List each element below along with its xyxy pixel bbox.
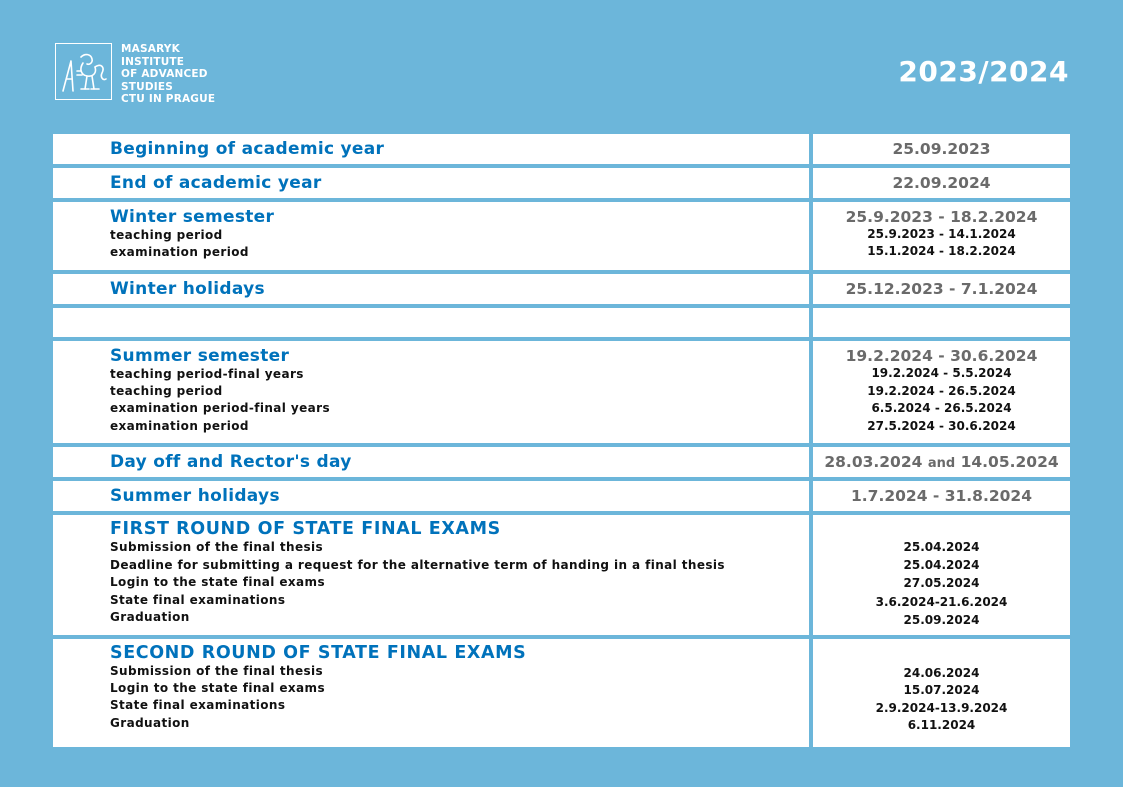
item-date: 3.6.2024-21.6.2024 [875,594,1008,609]
date-first: 28.03.2024 [824,453,923,471]
row-winter-holidays [53,274,1070,304]
item-label: Graduation [110,610,190,624]
item-label: State final examinations [110,592,286,607]
row-title: End of academic year [110,173,322,193]
ctu-lion-icon [55,43,112,100]
row-first-round [53,515,1070,635]
item-date: 6.11.2024 [907,718,976,733]
row-title: SECOND ROUND OF STATE FINAL EXAMS [110,643,527,663]
item-date: 24.06.2024 [903,666,980,680]
logo-line: STUDIES [121,80,174,93]
row-winter-semester [53,202,1070,270]
item-date: 15.1.2024 - 18.2.2024 [867,244,1016,258]
row-date: 25.09.2023 [892,140,991,158]
row-title: Winter semester [110,207,275,227]
row-title: FIRST ROUND OF STATE FINAL EXAMS [110,519,501,539]
row-empty [53,308,1070,337]
item-label: examination period [110,418,249,433]
row-day-off [53,447,1070,477]
logo-line: INSTITUTE [121,55,185,68]
item-date: 25.09.2024 [903,612,980,627]
item-date: 15.07.2024 [903,683,980,698]
item-date: 27.5.2024 - 30.6.2024 [867,418,1016,433]
academic-year-title: 2023/2024 [898,55,1069,88]
row-date [813,453,1070,471]
row-date: 19.2.2024 - 30.6.2024 [845,347,1038,365]
row-title: Day off and Rector's day [110,452,352,472]
row-summer-holidays [53,481,1070,511]
logo-line: CTU IN PRAGUE [121,93,216,105]
row-title: Winter holidays [110,279,265,299]
item-label: teaching period [110,384,223,399]
item-label: Submission of the final thesis [110,540,324,554]
item-date: 25.04.2024 [903,558,980,573]
date-conjunction: and [927,456,956,471]
item-label: State final examinations [110,698,286,713]
institute-name [121,43,215,106]
item-date: 2.9.2024-13.9.2024 [875,700,1008,715]
item-label: Submission of the final thesis [110,664,324,678]
item-date: 6.5.2024 - 26.5.2024 [871,401,1012,415]
row-date: 25.12.2023 - 7.1.2024 [845,280,1038,298]
item-date: 19.2.2024 - 5.5.2024 [871,366,1012,380]
item-date: 25.04.2024 [903,540,980,554]
item-label: examination period [110,244,249,259]
item-date: 19.2.2024 - 26.5.2024 [867,383,1016,398]
row-title: Beginning of academic year [110,139,385,159]
row-date: 1.7.2024 - 31.8.2024 [851,487,1032,505]
item-label: Login to the state final exams [110,575,325,589]
row-title: Summer semester [110,346,290,366]
item-label: Deadline for submitting a request for the alternative term of handing in a final thesis [110,557,725,572]
row-beginning [53,134,1070,164]
row-end [53,168,1070,198]
item-date: 27.05.2024 [903,576,980,591]
row-title: Summer holidays [110,486,280,506]
institute-logo [55,43,215,106]
item-label: teaching period [110,228,223,242]
item-label: Login to the state final exams [110,681,325,696]
row-date: 22.09.2024 [892,174,991,192]
row-date: 25.9.2023 - 18.2.2024 [845,208,1038,226]
date-second: 14.05.2024 [960,453,1059,471]
item-label: Graduation [110,715,190,730]
item-label: examination period-final years [110,401,331,416]
item-date: 25.9.2023 - 14.1.2024 [867,227,1016,241]
row-summer-semester [53,341,1070,443]
logo-line: OF ADVANCED [121,68,208,80]
logo-line: MASARYK [121,43,180,55]
academic-calendar-table [53,134,1070,751]
item-label: teaching period-final years [110,367,304,381]
row-second-round [53,639,1070,747]
